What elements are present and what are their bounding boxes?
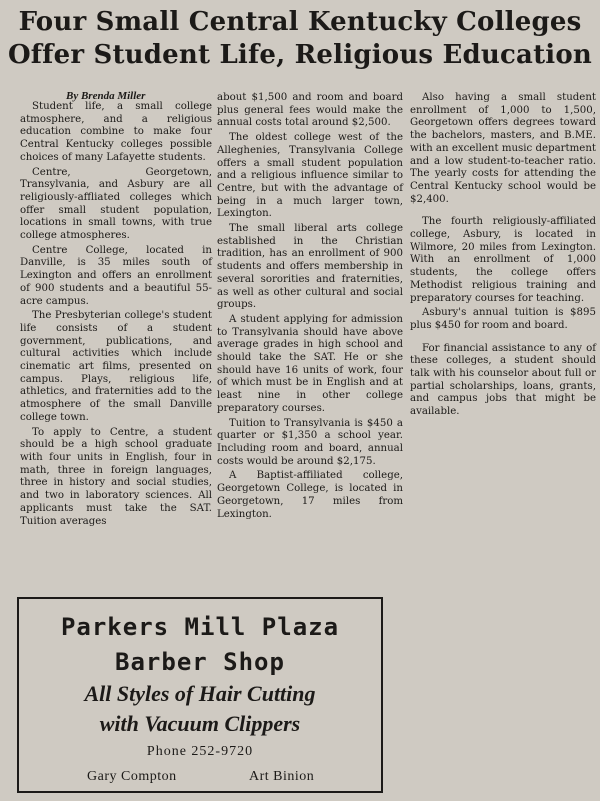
article-headline: [0, 6, 600, 72]
ad-tagline-2: with Vacuum Clippers: [99, 711, 301, 736]
paragraph: about $1,500 and room and board plus general fees would make the annual costs total around $2,500.: [217, 92, 403, 129]
paragraph: The fourth religiously-affiliated college, Asbury, is located in Wilmore, 20 miles from Lexington. With an enrollment of 1,000 students, the college offers Methodist religious training and preparatory courses for teaching.: [410, 216, 596, 304]
paragraph: Student life, a small college atmosphere, and a religious education combine to make four Central Kentucky colleges possible choices of many Lafayette students.: [20, 101, 212, 163]
paragraph: For financial assistance to any of these colleges, a student should talk with his counselor about full or partial scholarships, loans, grants, and campus jobs that might be available.: [410, 342, 596, 418]
paragraph: Centre, Georgetown, Transylvania, and Asbury are all religiously-affliated colleges which offer small student population, locations in small towns, with true college atmospheres.: [20, 166, 212, 242]
paragraph: A student applying for admission to Transylvania should have above average grades in high school and should take the SAT. He or she should have 16 units of work, four of which must be in English and at least nine in other college preparatory courses.: [217, 313, 403, 414]
paragraph: Centre College, located in Danville, is 35 miles south of Lexington and offers an enrollment of 900 students and a beautiful 55-acre campus.: [20, 244, 212, 307]
headline-line-2: Offer Student Life, Religious Education: [7, 40, 593, 70]
paragraph: A Baptist-affiliated college, Georgetown College, is located in Georgetown, 17 miles from Lexington.: [217, 470, 403, 520]
ad-name-1: Gary Compton: [87, 769, 177, 784]
article-column-2: [217, 92, 403, 523]
paragraph: The Presbyterian college's student life consists of a student government, publications, and cultural activities which include cinematic art films, presented on campus. Plays, religious life, athletics, and fraternities add to the atmosphere of the small Danville college town.: [20, 310, 212, 423]
paragraph: The small liberal arts college established in the Christian tradition, has an enrollment of 900 students and offers membership in several sororities and fraternities, as well as other cultural and social groups.: [217, 223, 403, 311]
ad-phone: Phone 252-9720: [146, 744, 254, 759]
paragraph: The oldest college west of the Alleghenies, Transylvania College offers a small student population and a religious influence similar to Centre, but with the advantage of being in a much larger town, Lexington.: [217, 132, 403, 220]
ad-name-2: Art Binion: [249, 769, 315, 784]
article-byline: By Brenda Miller: [66, 90, 146, 102]
ad-business-type: Barber Shop: [115, 648, 285, 676]
paragraph: Asbury's annual tuition is $895 plus $450 for room and board.: [410, 307, 596, 331]
paragraph: To apply to Centre, a student should be a high school graduate with four units in English, four in math, three in foreign languages, three in history and social studies, and two in laboratory sciences. All applicants must take the SAT. Tuition averages: [20, 426, 212, 527]
article-column-3: [410, 92, 596, 421]
headline-line-1: Four Small Central Kentucky Colleges: [18, 7, 582, 37]
ad-business-name: Parkers Mill Plaza: [60, 613, 340, 641]
paragraph: Tuition to Transylvania is $450 a quarter or $1,350 a school year. Including room and board, annual costs would be around $2,175.: [217, 417, 403, 467]
ad-tagline-1: All Styles of Hair Cutting: [84, 681, 316, 706]
article-column-1: [20, 101, 212, 530]
paragraph: Also having a small student enrollment of 1,000 to 1,500, Georgetown offers degrees toward the bachelors, masters, and B.ME. with an excellent music department and a low student-to-teacher ratio. The yearly costs for attending the Central Kentucky school would be $2,400.: [410, 92, 596, 205]
barber-shop-advertisement: [17, 597, 383, 793]
